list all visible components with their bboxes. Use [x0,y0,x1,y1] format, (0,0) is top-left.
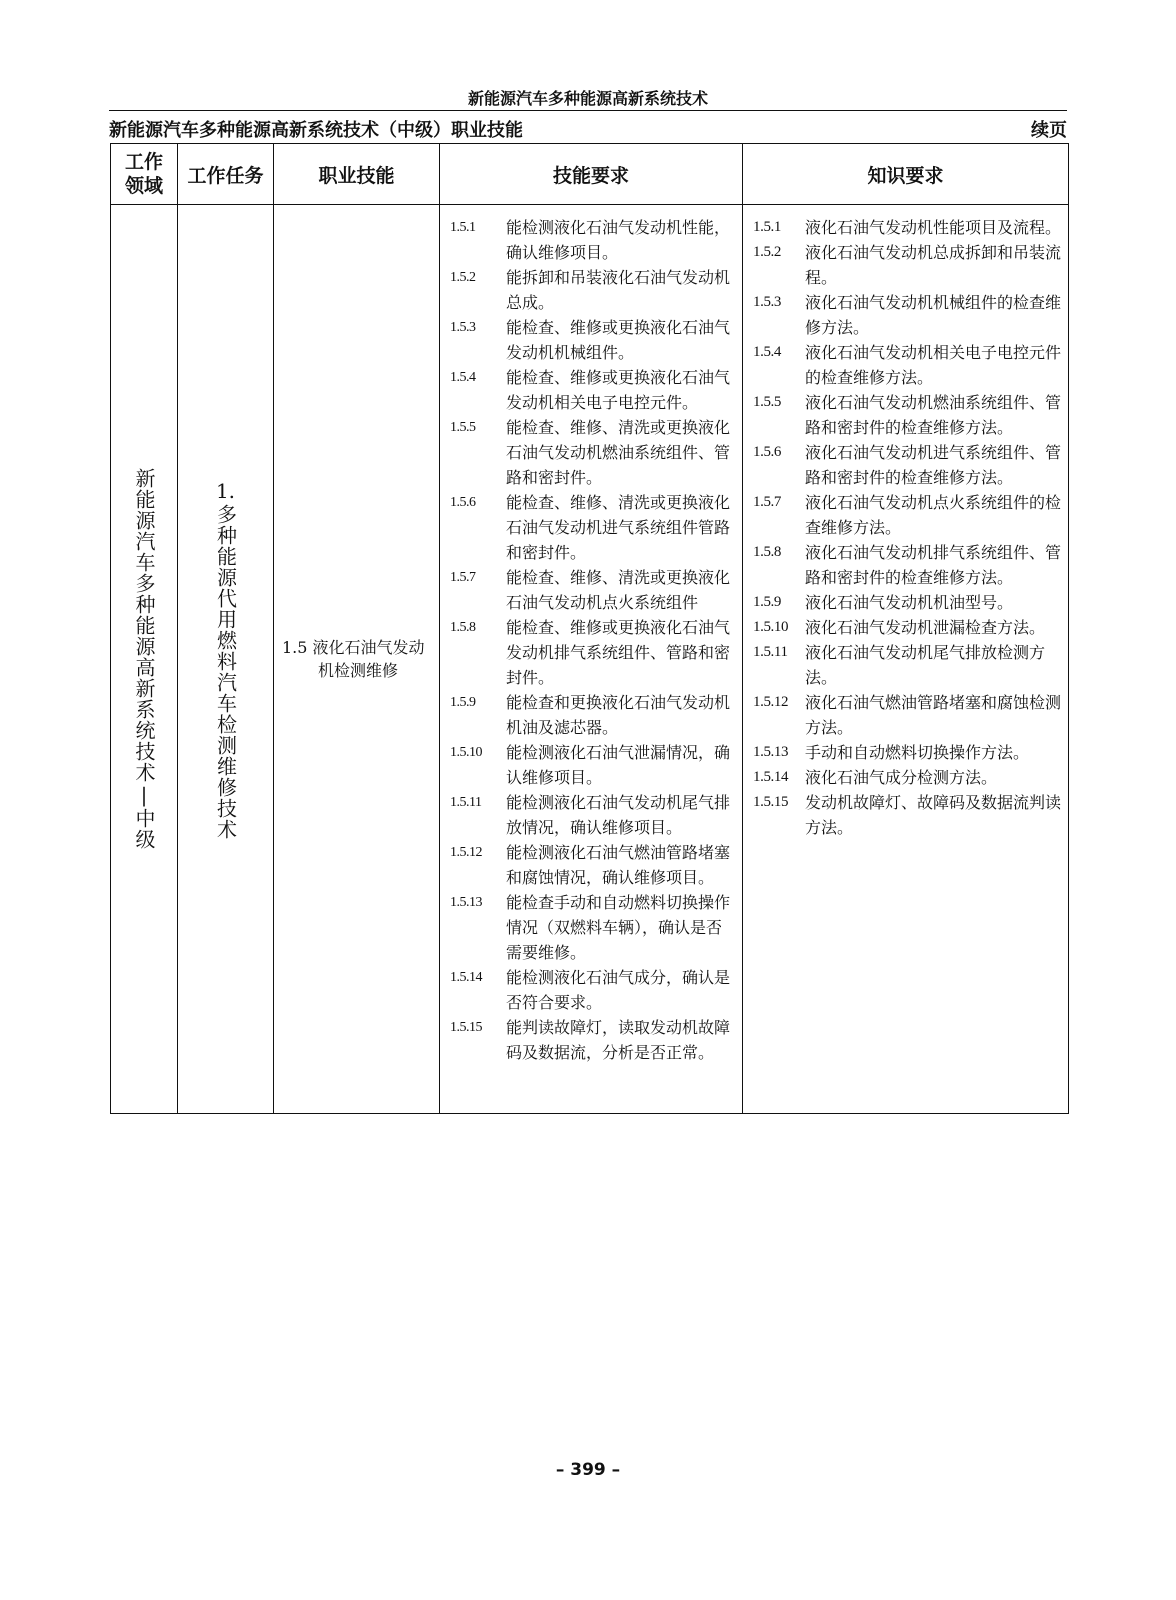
header-vocational-skill: 职业技能 [274,144,440,205]
knowledge-requirement-item-number: 1.5.2 [753,244,782,260]
skill-requirement-item-text: 能判读故障灯，读取发动机故障码及数据流，分析是否正常。 [506,1018,731,1062]
knowledge-requirement-item-number: 1.5.7 [753,494,782,510]
knowledge-requirement-item-number: 1.5.4 [753,344,782,360]
skill-requirement-item-text: 能检测液化石油气燃油管路堵塞和腐蚀情况，确认维修项目。 [506,843,731,887]
continued-label: 续页 [1031,120,1067,141]
knowledge-requirement-item-text: 液化石油气发动机点火系统组件的检查维修方法。 [805,493,1062,537]
skill-requirement-item-text: 能检测液化石油气发动机尾气排放情况，确认维修项目。 [506,793,731,837]
skill-requirement-item-text: 能拆卸和吊装液化石油气发动机总成。 [506,268,731,312]
skill-requirement-item [450,490,736,565]
work-domain-cell [111,205,178,1114]
skill-requirement-item [450,740,736,790]
page-number: – 399 – [555,1460,621,1480]
knowledge-requirement-item-text: 液化石油气发动机进气系统组件、管路和密封件的检查维修方法。 [805,443,1062,487]
skill-requirement-item [450,215,736,265]
header-knowledge-requirements: 知识要求 [743,144,1069,205]
table-header-row [111,144,1069,205]
knowledge-requirement-item-text: 液化石油气发动机相关电子电控元件的检查维修方法。 [805,343,1062,387]
skill-requirements-list [450,215,736,1065]
knowledge-requirement-item-number: 1.5.10 [753,619,789,635]
knowledge-requirement-item [753,615,1062,640]
skill-requirement-item [450,790,736,840]
knowledge-requirement-item [753,215,1062,240]
skill-requirement-item-text: 能检查、维修或更换液化石油气发动机排气系统组件、管路和密封件。 [506,618,731,687]
skill-requirement-item-text: 能检测液化石油气发动机性能，确认维修项目。 [506,218,731,262]
work-task-text: 多种能源代用燃料汽车检测维修技术 [213,504,238,840]
knowledge-requirement-item-text: 液化石油气发动机泄漏检查方法。 [805,618,1046,637]
knowledge-requirement-item [753,490,1062,540]
skill-requirement-item-number: 1.5.6 [450,495,476,510]
knowledge-requirement-item-number: 1.5.12 [753,694,789,710]
table-row [111,205,1069,1114]
knowledge-requirement-item-text: 液化石油气发动机尾气排放检测方法。 [805,643,1046,687]
skill-requirement-item [450,840,736,890]
knowledge-requirement-item [753,590,1062,615]
vocational-skill-text: 1.5 液化石油气发动机检测维修 [282,638,425,680]
knowledge-requirement-item-text: 发动机故障灯、故障码及数据流判读方法。 [805,793,1062,837]
header-work-domain: 工作领域 [111,144,178,205]
skill-requirement-item-number: 1.5.7 [450,570,476,585]
knowledge-requirement-item-number: 1.5.9 [753,594,782,610]
skill-requirement-item-text: 能检查、维修或更换液化石油气发动机相关电子电控元件。 [506,368,731,412]
knowledge-requirements-list [753,215,1062,840]
knowledge-requirement-item-text: 液化石油气发动机机油型号。 [805,593,1014,612]
knowledge-requirement-item-number: 1.5.8 [753,544,782,560]
section-title-row [109,116,1067,142]
knowledge-requirement-item-number: 1.5.3 [753,294,782,310]
skill-requirement-item [450,615,736,690]
header-skill-requirements: 技能要求 [440,144,743,205]
knowledge-requirement-item [753,540,1062,590]
header-work-task: 工作任务 [178,144,274,205]
skill-requirement-item-text: 能检测液化石油气成分，确认是否符合要求。 [506,968,731,1012]
skill-requirement-item [450,415,736,490]
knowledge-requirement-item [753,240,1062,290]
work-domain-text: 新能源汽车多种能源高新系统技术|中级 [132,468,156,850]
knowledge-requirement-item [753,690,1062,740]
skill-requirement-item [450,965,736,1015]
knowledge-requirement-item-text: 手动和自动燃料切换操作方法。 [805,743,1030,762]
knowledge-requirement-item-text: 液化石油气发动机总成拆卸和吊装流程。 [805,243,1062,287]
skill-requirement-item-number: 1.5.3 [450,320,476,335]
header-rule [109,110,1067,111]
running-header: 新能源汽车多种能源高新系统技术 [467,89,708,108]
skill-requirement-item-text: 能检查、维修或更换液化石油气发动机机械组件。 [506,318,731,362]
skill-requirement-item [450,890,736,965]
skills-table [110,143,1069,1114]
skill-requirement-item-text: 能检查、维修、清洗或更换液化石油气发动机进气系统组件管路和密封件。 [506,493,731,562]
knowledge-requirement-item-number: 1.5.15 [753,794,789,810]
knowledge-requirement-item-number: 1.5.13 [753,744,789,760]
skill-requirement-item-number: 1.5.14 [450,970,482,985]
knowledge-requirement-item-number: 1.5.14 [753,769,789,785]
work-task-number: 1. [215,479,236,503]
skill-requirement-item-number: 1.5.2 [450,270,476,285]
knowledge-requirement-item [753,340,1062,390]
skill-requirement-item-text: 能检查手动和自动燃料切换操作情况（双燃料车辆），确认是否需要维修。 [506,893,731,962]
knowledge-requirement-item-text: 液化石油气成分检测方法。 [805,768,998,787]
skill-requirement-item-text: 能检查和更换液化石油气发动机机油及滤芯器。 [506,693,731,737]
vocational-skill-cell [274,205,440,1114]
skill-requirement-item [450,690,736,740]
section-title: 新能源汽车多种能源高新系统技术（中级）职业技能 [109,120,523,141]
knowledge-requirement-item-text: 液化石油气发动机燃油系统组件、管路和密封件的检查维修方法。 [805,393,1062,437]
knowledge-requirement-item [753,390,1062,440]
skill-requirement-item [450,565,736,615]
skill-requirement-item-number: 1.5.13 [450,895,482,910]
skill-requirement-item-number: 1.5.11 [450,795,482,810]
skill-requirement-item-number: 1.5.10 [450,745,482,760]
skill-requirement-item-number: 1.5.5 [450,420,476,435]
skill-requirement-item [450,365,736,415]
skill-requirements-cell [440,205,743,1114]
knowledge-requirement-item [753,790,1062,840]
knowledge-requirement-item [753,440,1062,490]
skill-requirement-item-number: 1.5.15 [450,1020,482,1035]
knowledge-requirement-item-number: 1.5.5 [753,394,782,410]
skill-requirement-item-number: 1.5.1 [450,220,476,235]
knowledge-requirement-item [753,740,1062,765]
knowledge-requirement-item-text: 液化石油气发动机性能项目及流程。 [805,218,1062,237]
knowledge-requirements-cell [743,205,1069,1114]
knowledge-requirement-item-number: 1.5.6 [753,444,782,460]
knowledge-requirement-item-text: 液化石油气燃油管路堵塞和腐蚀检测方法。 [805,693,1062,737]
knowledge-requirement-item-number: 1.5.1 [753,219,782,235]
skill-requirement-item-number: 1.5.12 [450,845,482,860]
skill-requirement-item [450,315,736,365]
skill-requirement-item-number: 1.5.4 [450,370,476,385]
skill-requirement-item-text: 能检查、维修、清洗或更换液化石油气发动机点火系统组件 [506,568,731,612]
knowledge-requirement-item [753,290,1062,340]
knowledge-requirement-item-text: 液化石油气发动机机械组件的检查维修方法。 [805,293,1062,337]
skill-requirement-item [450,1015,736,1065]
knowledge-requirement-item-number: 1.5.11 [753,644,788,660]
work-task-cell [178,205,274,1114]
skill-requirement-item-text: 能检测液化石油气泄漏情况，确认维修项目。 [506,743,731,787]
knowledge-requirement-item [753,765,1062,790]
skill-requirement-item-number: 1.5.8 [450,620,476,635]
skill-requirement-item-number: 1.5.9 [450,695,476,710]
knowledge-requirement-item-text: 液化石油气发动机排气系统组件、管路和密封件的检查维修方法。 [805,543,1062,587]
skill-requirement-item-text: 能检查、维修、清洗或更换液化石油气发动机燃油系统组件、管路和密封件。 [506,418,731,487]
knowledge-requirement-item [753,640,1062,690]
skill-requirement-item [450,265,736,315]
